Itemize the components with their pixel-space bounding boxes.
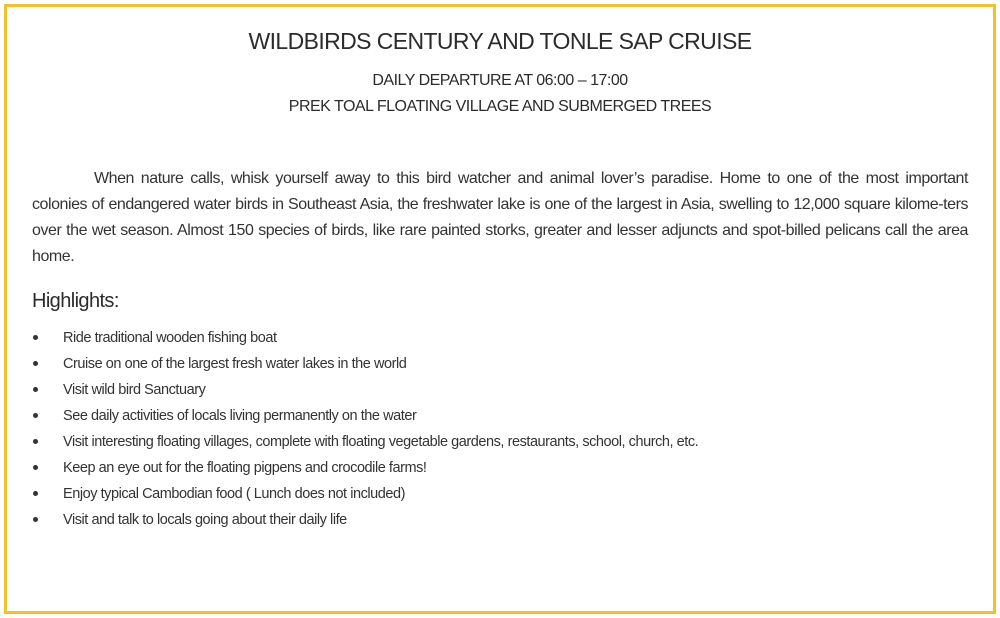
highlight-text: Visit wild bird Sanctuary <box>63 382 206 398</box>
bullet-icon <box>33 465 38 470</box>
highlight-text: Keep an eye out for the floating pigpens and crocodile farms! <box>63 460 427 476</box>
bullet-icon <box>33 361 38 366</box>
bullet-icon <box>33 491 38 496</box>
highlights-list <box>32 327 932 535</box>
location-subtitle: PREK TOAL FLOATING VILLAGE AND SUBMERGED TREES <box>288 98 712 115</box>
departure-subtitle: DAILY DEPARTURE AT 06:00 – 17:00 <box>372 72 628 89</box>
highlight-item <box>32 353 932 379</box>
highlight-item <box>32 509 932 535</box>
highlight-item <box>32 483 932 509</box>
highlight-item <box>32 457 932 483</box>
highlight-item <box>32 327 932 353</box>
highlight-text: Visit interesting floating villages, complete with floating vegetable gardens, restaurants, school, church, etc. <box>63 434 699 450</box>
page-title: WILDBIRDS CENTURY AND TONLE SAP CRUISE <box>248 28 752 54</box>
highlight-text: Ride traditional wooden fishing boat <box>63 330 277 346</box>
highlight-text: Enjoy typical Cambodian food ( Lunch does not included) <box>63 486 406 502</box>
bullet-icon <box>33 413 38 418</box>
bullet-icon <box>33 517 38 522</box>
description-paragraph: When nature calls, whisk yourself away to this bird watcher and animal lover’s paradise. Home to one of the most important colonies of endangered water birds in Southeast Asia, the freshwater lake is one of the largest in Asia, swelling to 12,000 square kilome-ters over the wet season. Almost 150 species of birds, like rare painted storks, greater and lesser adjuncts and spot-billed pelicans call the area home. <box>32 170 968 265</box>
highlight-item <box>32 405 932 431</box>
bullet-icon <box>33 387 38 392</box>
highlights-heading: Highlights: <box>32 290 119 312</box>
highlight-text: Cruise on one of the largest fresh water lakes in the world <box>63 356 407 372</box>
highlight-text: See daily activities of locals living permanently on the water <box>63 408 417 424</box>
highlight-item <box>32 431 932 457</box>
bullet-icon <box>33 335 38 340</box>
bullet-icon <box>33 439 38 444</box>
highlight-text: Visit and talk to locals going about their daily life <box>63 512 347 528</box>
highlight-item <box>32 379 932 405</box>
